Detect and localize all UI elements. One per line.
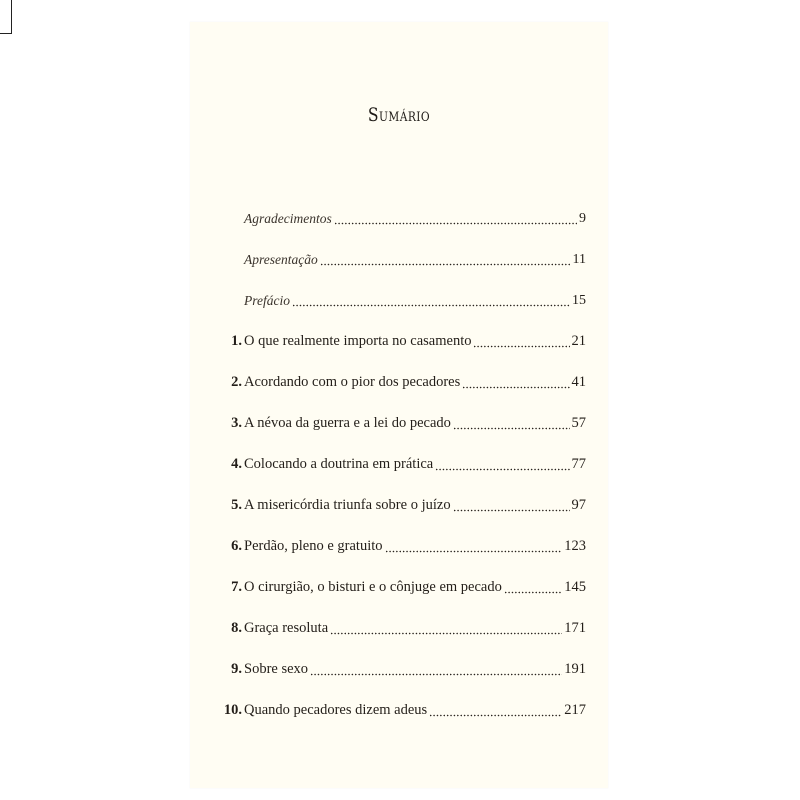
toc-entry-number: 7.	[231, 579, 242, 595]
toc-entry-page: 9	[579, 210, 586, 226]
toc-entry	[212, 198, 586, 239]
toc-entry	[212, 649, 586, 690]
toc-entry-page: 11	[572, 251, 586, 267]
toc-dot-leader	[320, 253, 571, 267]
toc-entry	[212, 362, 586, 403]
toc-entry	[212, 321, 586, 362]
toc-dot-leader	[435, 458, 569, 472]
book-page	[190, 22, 608, 788]
toc-entry	[212, 567, 586, 608]
toc-entry-label: Acordando com o pior dos pecadores	[244, 374, 461, 390]
toc-dot-leader	[462, 376, 569, 390]
toc-dot-leader	[330, 622, 562, 636]
toc-entry-label: A névoa da guerra e a lei do pecado	[244, 415, 451, 431]
toc-dot-leader	[453, 417, 570, 431]
toc-entry	[212, 444, 586, 485]
toc-entry-label: Quando pecadores dizem adeus	[244, 702, 428, 718]
toc-dot-leader	[385, 540, 563, 554]
table-of-contents	[212, 198, 586, 731]
toc-entry-number: 1.	[231, 333, 242, 349]
toc-entry-label: Prefácio	[244, 292, 290, 308]
toc-entry-label: A misericórdia triunfa sobre o juízo	[244, 497, 451, 513]
toc-entry-number: 10.	[223, 702, 242, 718]
toc-entry-label: O que realmente importa no casamento	[244, 333, 472, 349]
toc-entry-page: 21	[571, 333, 586, 349]
toc-dot-leader	[504, 581, 562, 595]
toc-entry-label: Sobre sexo	[244, 661, 309, 677]
toc-entry-page: 217	[564, 702, 586, 718]
toc-entry	[212, 690, 586, 731]
toc-dot-leader	[453, 499, 570, 513]
toc-entry-page: 41	[571, 374, 586, 390]
toc-entry-label: Apresentação	[244, 251, 318, 267]
page-title: Sumário	[367, 104, 431, 126]
toc-entry-label: Colocando a doutrina em prática	[244, 456, 434, 472]
toc-entry	[212, 239, 586, 280]
toc-entry-page: 171	[564, 620, 586, 636]
toc-dot-leader	[310, 663, 562, 677]
toc-entry-number: 9.	[231, 661, 242, 677]
toc-entry	[212, 485, 586, 526]
crop-mark	[0, 0, 12, 34]
toc-dot-leader	[473, 335, 569, 349]
toc-entry-page: 15	[572, 292, 586, 308]
toc-entry-number: 2.	[231, 374, 242, 390]
toc-entry-page: 145	[564, 579, 586, 595]
toc-entry	[212, 608, 586, 649]
toc-entry-label: O cirurgião, o bisturi e o cônjuge em pecado	[244, 579, 502, 595]
toc-entry-label: Agradecimentos	[244, 210, 332, 226]
toc-entry-page: 77	[571, 456, 586, 472]
toc-entry-page: 57	[571, 415, 586, 431]
toc-entry-number: 6.	[231, 538, 242, 554]
toc-entry	[212, 403, 586, 444]
toc-dot-leader	[334, 212, 577, 226]
toc-entry-page: 123	[564, 538, 586, 554]
toc-entry-number: 4.	[231, 456, 242, 472]
toc-entry-number: 8.	[231, 620, 242, 636]
toc-dot-leader	[292, 294, 570, 308]
toc-entry	[212, 280, 586, 321]
toc-entry-number: 3.	[231, 415, 242, 431]
toc-entry	[212, 526, 586, 567]
toc-dot-leader	[429, 704, 562, 718]
toc-entry-page: 191	[564, 661, 586, 677]
toc-entry-label: Perdão, pleno e gratuito	[244, 538, 383, 554]
toc-entry-page: 97	[571, 497, 586, 513]
toc-entry-number: 5.	[231, 497, 242, 513]
toc-entry-label: Graça resoluta	[244, 620, 329, 636]
